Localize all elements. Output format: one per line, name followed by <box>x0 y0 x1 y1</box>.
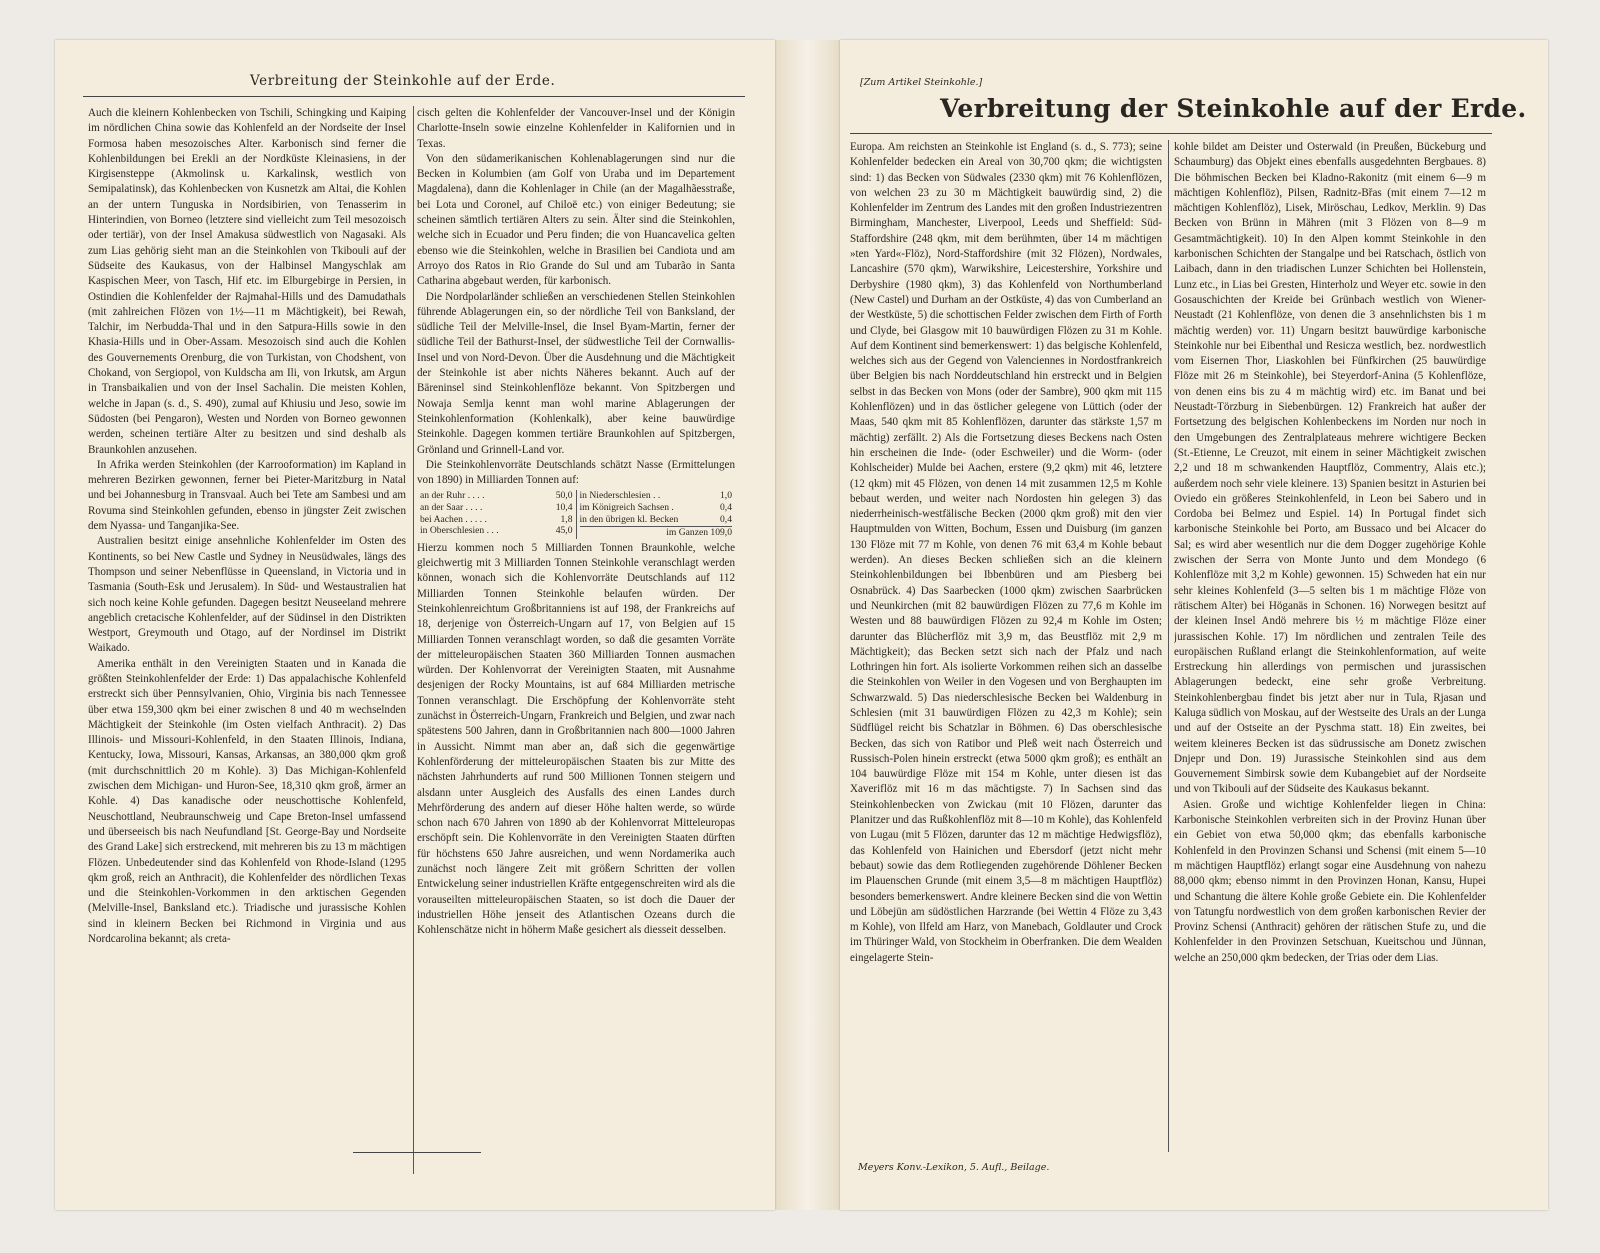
paragraph-amerika: Amerika enthält in den Vereinigten Staaten und in Kanada die größten Steinkohlenfelder der Erde: 1) Das appalachische Kohlenfeld erstreckt sich über Pennsylvanien, Ohio, Virginia bis nach Tennessee über etwa 159,300 qkm bei einer zwischen 8 und 40 m wechselnden Mächtigkeit der Steinkohle (im Osten vielfach Anthracit). 2) Das Illinois- und Missouri-Kohlenfeld, in den Staaten Illinois, Indiana, Kentucky, Iowa, Missouri, Kansas, Arkansas, an 380,000 qkm groß (mit durchschnittlich 20 m Kohle). 3) Das Michigan-Kohlenfeld zwischen dem Michigan- und Huron-See, 18,310 qkm groß, ärmer an Kohle. 4) Das kanadische oder neuschottische Kohlenfeld, Neuschottland, Neubraunschweig und Cape Breton-Insel umfassend und überseeisch bis nach Neufundland [St. George-Bay und Nordseite des Grand Lake] sich erstreckend, mit mehreren bis zu 13 m mächtigen Flözen. Unbedeutender sind das Kohlenfeld von Rhode-Island (1295 qkm groß, reich an Anthracit), die Kohlenfelder des nördlichen Texas und die Steinkohlen-Vorkommen in den arktischen Gegenden (Melville-Insel, Banksland etc.). Triadische und jurassische Kohlen sind in kleinern Becken bei Richmond in Virginia und aus Nordcarolina bekannt; als creta- <box>88 657 406 946</box>
end-rule <box>353 1152 481 1153</box>
left-column-1 <box>88 106 406 1198</box>
column-divider <box>1168 140 1169 1152</box>
left-column-2 <box>417 106 735 1198</box>
table-row: an der Ruhr . . . . 50,0 <box>420 490 573 502</box>
table-row: im Königreich Sachsen . 0,4 <box>579 502 732 514</box>
footer-citation: Meyers Konv.-Lexikon, 5. Aufl., Beilage. <box>858 1162 1050 1173</box>
running-head: Verbreitung der Steinkohle auf der Erde. <box>250 73 556 89</box>
table-row: in den übrigen kl. Becken 0,4 <box>579 513 732 525</box>
coal-reserves-table <box>417 490 735 538</box>
table-row: in Niederschlesien . . 1,0 <box>579 490 732 502</box>
paragraph-asia-continued: Auch die kleinern Kohlenbecken von Tschili, Schingking und Kaiping im nördlichen China sowie das Kohlenfeld an der Nordseite der Insel Formosa haben mesozoisches Alter. Karbonisch sind ferner die Kohlenbildungen bei Erekli an der Nordküste Kleinasiens, in der Kirgisensteppe (Akmolinsk u. Karkalinsk, westlich von Semipalatinsk), das Kohlenbecken von Kusnetzk am Altai, die Kohlen an der untern Tunguska in Nordsibirien, von Tenasserim in Hinterindien, von Borneo (letztere sind vielleicht zum Teil mesozoisch oder tertiär), von der Insel Amakusa südwestlich von Nagasaki. Als zum Lias gehörig sieht man an die Steinkohlen von Tkibouli auf der Südseite des Kaukasus, von der Halbinsel Mangyschlak am Kaspischen Meer, von Tasch, Hif etc. im Elburgebirge in Persien, in Ostindien die Kohlenfelder der Rajmahal-Hills und des Damudathals (mit zahlreichen Flözen von 1½—11 m Mächtigkeit), bei Rewah, Talchir, im Nerbudda-Thal und in den Satpura-Hills sowie in den Khasia-Hills und in Ober-Assam. Mesozoisch sind auch die Kohlen des Gouvernements Orenburg, die von Turkistan, von Chodshent, von Chokand, von Sergiopol, von Kuldscha am Ili, von Irkutsk, am Argun in Transbaikalien und von der Insel Sachalin. Die meisten Kohlen, welche in Japan (s. d., S. 490), zumal auf Khiusiu und Jeso, sowie im Südosten (bei Pengaron), Westen und Norden von Borneo gewonnen werden, scheinen tertiäre Alter zu besitzen und sind deshalb als Braunkohlen anzusehen. <box>88 107 406 456</box>
paragraph-australien: Australien besitzt einige ansehnliche Kohlenfelder im Osten des Kontinents, so bei New Castle und Sydney in Neusüdwales, längs des Thompson und seiner Nebenflüsse in Queensland, in Victoria und in Tasmania (South-Esk und Jerusalem). In Süd- und Westaustralien hat sich noch keine Kohle gefunden. Dagegen besitzt Neuseeland mehrere angeblich cretacische Kohlenfelder, auf der Südinsel in den Distrikten Westport, Greymouth und Otago, auf der Nordinsel im Distrikt Waikado. <box>88 535 406 655</box>
paragraph-nordpolarlaender: Die Nordpolarländer schließen an verschiedenen Stellen Steinkohlen führende Ablagerungen ein, so der nördliche Teil von Banksland, der südliche Teil der Melville-Insel, die Insel Byam-Martin, ferner der südliche Teil der Bathurst-Insel, der südwestliche Teil der Cornwallis-Insel und von Nord-Devon. Über die Ausdehnung und die Mächtigkeit der Steinkohle ist aber nichts Näheres bekannt. Auch auf der Bäreninsel sind Steinkohlenflöze bekannt. Von Spitzbergen und Nowaja Semlja kennt man wohl marine Ablagerungen der Steinkohlenformation (Kohlenkalk), aber keine bauwürdige Steinkohle. Dagegen kommen tertiäre Braunkohlen auf Spitzbergen, Grönland und Grinnell-Land vor. <box>417 290 735 456</box>
page-title: Verbreitung der Steinkohle auf der Erde. <box>940 94 1527 123</box>
right-column-2 <box>1174 140 1486 1204</box>
right-page <box>840 40 1548 1210</box>
paragraph-cretaceous: cisch gelten die Kohlenfelder der Vancouver-Insel und der Königin Charlotte-Inseln sowie einzelne Kohlenfelder in Kalifornien und in Texas. <box>417 107 735 150</box>
table-row: bei Aachen . . . . . 1,8 <box>420 513 573 525</box>
paragraph-afrika: In Afrika werden Steinkohlen (der Karrooformation) im Kapland in mehreren Bezirken gewonnen, ferner bei Pieter-Maritzburg in Natal und bei Johannesburg in Transvaal. Auch bei Tete am Sambesi und am Rovuma sind Steinkohlen gefunden, ebenso in jüngster Zeit zwischen dem Nyassa- und Tanganjika-See. <box>88 458 406 533</box>
paragraph-asien: Asien. Große und wichtige Kohlenfelder liegen in China: Karbonische Steinkohlen verbreiten sich in der Provinz Hunan über ein Gebiet von etwa 50,000 qkm; das ebenfalls karbonische Kohlenfeld in den Provinzen Schansi und Schensi (mit einem 5—10 m mächtigen Hauptflöz) erlangt sogar eine Ausdehnung von nahezu 88,000 qkm; ebenso nimmt in den Provinzen Honan, Kansu, Hupei und Schantung die ältere Kohle große Gebiete ein. Die Kohlenfelder von Tatungfu nordwestlich von dem großen karbonischen Revier der Provinz Schensi (Anthracit) gehören der rätischen Stufe zu, und die Kohlenfelder in den Provinzen Setschuan, Kueitschou und Jünnan, welche an 250,000 qkm bedecken, der Trias oder dem Lias. <box>1174 798 1486 964</box>
paragraph-europa: Europa. Am reichsten an Steinkohle ist England (s. d., S. 773); seine Kohlenfelder bedecken ein Areal von 30,700 qkm; die wichtigsten sind: 1) das Becken von Südwales (2330 qkm) mit 76 Kohlenflözen, von welchen 23 zu 30 m Mächtigkeit bauwürdig sind, 2) die Kohlenfelder im Zentrum des Landes mit den großen Industriezentren Birmingham, Manchester, Liverpool, Leeds und Sheffield: Süd-Staffordshire (248 qkm, mit dem berühmten, über 14 m mächtigen »ten Yard«-Flöz), Nord-Staffordshire (mit 32 Flözen), Nordwales, Lancashire (570 qkm), Warwikshire, Leicestershire, Yorkshire und Derbyshire (1980 qkm), 3) das Kohlenfeld von Northumberland (New Castel) und Durham an der Ostküste, 4) das von Cumberland an der Westküste, 5) die schottischen Felder zwischen dem Firth of Forth und Clyde, bei Glasgow mit 10 bauwürdigen Flözen zu 31 m Kohle. Auf dem Kontinent sind bemerkenswert: 1) das belgische Kohlenfeld, welches sich aus der Gegend von Valenciennes in Nordostfrankreich über Belgien bis nach Norddeutschland hin erstreckt und in Belgien selbst in das Becken von Mons (oder der Sambre), 900 qkm mit 115 Kohlenflözen) und in das östlicher gelegene von Lüttich (oder der Maas, 540 qkm mit 85 Kohlenflözen, darunter das stärkste 1,57 m mächtig) zerfällt. 2) Als die Fortsetzung dieses Beckens nach Osten hin erscheinen die Inde- (oder Eschweiler) und die Worm- (oder Kohlscheider) Mulde bei Aachen, erstere (9,2 qkm) mit 46, letztere (12 qkm) mit 45 Flözen, von denen 14 mit zusammen 12,5 m Kohle bebaut werden, und weiter nach Nordosten hin gelegen 3) das niederrheinisch-westfälische Becken (2000 qkm groß) mit den vier Hauptmulden von Witten, Bochum, Essen und Duisburg (im ganzen 130 Flöze mit 77 m Kohle, von denen 76 mit 63,4 m Kohle bebaut werden). An dieses Becken schließen sich an die kleinern Steinkohlenbildungen bei Ibbenbüren und am Piesberg bei Osnabrück. 4) Das Saarbecken (1000 qkm) zwischen Saarbrücken und Neunkirchen (mit 82 bauwürdigen Flözen zu 77,6 m Kohle im Westen und 88 bauwürdigen Flözen zu 92,4 m Kohle im Osten; darunter das Blücherflöz mit 3,9 m, das Beustflöz mit 2,9 m Mächtigkeit); das Becken setzt sich nach der Pfalz und nach Lothringen hin fort. Als isolierte Vorkommen reihen sich an dasselbe die Steinkohlen von Weiler in den Vogesen und von Berghaupten im Schwarzwald. 5) Das niederschlesische Becken bei Waldenburg in Schlesien (mit 31 bauwürdigen Flözen zu 42,3 m Kohle); sein Südflügel reicht bis Schatzlar in Böhmen. 6) Das oberschlesische Becken, das sich von Ratibor und Pleß weit nach Österreich und Russisch-Polen hinein erstreckt (etwa 5000 qkm groß); es enthält an 104 bauwürdige Flöze mit 154 m Kohle, unter diesen ist das Xaveriflöz mit 16 m das mächtigste. 7) In Sachsen sind das Steinkohlenbecken von Zwickau (mit 10 Flözen, darunter das Planitzer und das Rußkohlenflöz mit 8—10 m Kohle), das Kohlenfeld von Lugau (mit 5 Flözen, darunter das 12 m mächtige Hedwigsflöz), das Kohlenfeld von Hainichen und Ebersdorf (jetzt nicht mehr bebaut) sowie das dem Rotliegenden zugehörende Döhlener Becken im Plauenschen Grunde (mit einem 3,5—8 m mächtigen Hauptflöz) besonders bemerkenswert. Andre kleinere Becken sind die von Wettin und Löbejün am südöstlichen Harzrande (bei Wettin 4 Flöze zu 3,43 m Kohle), von Ilfeld am Harz, von Manebach, Goldlauter und Crock im Thüringer Wald, von Stockheim in Oberfranken. Die dem Wealden eingelagerte Stein- <box>850 141 1162 964</box>
title-rule <box>850 133 1492 134</box>
column-divider <box>413 106 414 1174</box>
header-rule <box>83 96 745 97</box>
paragraph-suedamerika: Von den südamerikanischen Kohlenablagerungen sind nur die Becken in Kolumbien (am Golf von Uraba und im Departement Magdalena), dann die Kohlenlager in Chile (an der Magalhãesstraße, bei Lota und Coronel, auf Chiloë etc.) von einiger Bedeutung; sie scheinen sämtlich tertiären Alters zu sein. Älter sind die Steinkohlen, welche sich in Ecuador und Peru finden; die von Huancavelica gelten ebenso wie die Steinkohlen, welche in Brasilien bei Candiota und am Arroyo dos Ratos in Rio Grande do Sul und am Tubarão in Santa Catharina abgebaut werden, für karbonisch. <box>417 152 735 288</box>
table-col-left <box>417 490 576 538</box>
right-column-1 <box>850 140 1162 1156</box>
left-page <box>55 40 775 1210</box>
table-row: an der Saar . . . . 10,4 <box>420 502 573 514</box>
article-reference: [Zum Artikel Steinkohle.] <box>860 77 983 88</box>
paragraph-europa-continued: kohle bildet am Deister und Osterwald (in Preußen, Bückeburg und Schaumburg) das Objekt eines ebenfalls ausgedehnten Bergbaues. 8) Die böhmischen Becken bei Kladno-Rakonitz (mit einem 6—9 m mächtigen Kohlenflöz), Pilsen, Radnitz-Břas (mit einem 7—12 m mächtigen Kohlenflöz), Lisek, Miröschau, Ledkov, Merklin. 9) Das Becken von Brünn in Mähren (mit 3 Flözen von 8—9 m Gesamtmächtigkeit). 10) In den Alpen kommt Steinkohle in den karbonischen Schichten der Stangalpe und bei Ratschach, östlich von Laibach, dann in den triadischen Lunzer Schichten bei Hollenstein, Lunz etc., in Lias bei Gresten, Hinterholz und Weyer etc. sowie in den Gosauschichten der Kreide bei Grünbach westlich von Wiener-Neustadt (21 Kohlenflöze, von denen die 3 ansehnlichsten bis 1 m mächtig werden) vor. 11) Ungarn besitzt bauwürdige karbonische Steinkohle nur bei Eibenthal und Resicza westlich, bez. nordwestlich vom Eisernen Thor, Liaskohlen bei Fünfkirchen (25 bauwürdige Flöze mit 26 m Steinkohle), bei Steyerdorf-Anina (5 Kohlenflöze, von denen eins bis zu 4 m mächtig wird) etc. im Banat und bei Neustadt-Törzburg in Siebenbürgen. 12) Frankreich hat außer der Fortsetzung des belgischen Kohlenbeckens im Norden nur noch in den Umgebungen des Zentralplateaus mehrere wichtigere Becken (St.-Etienne, Le Creuzot, mit einem in seiner Mächtigkeit zwischen 2,2 und 18 m schwankenden Hauptflöz, Commentry, Alais etc.); außerdem noch sehr viele kleinere. 13) Spanien besitzt in Asturien bei Oviedo ein größeres Steinkohlenfeld, in Leon bei Sabero und in Cordoba bei Belmez und Espiel. 14) In Portugal findet sich karbonische Steinkohle bei Porto, am Bussaco und bei Alcacer do Sal; es wird aber wesentlich nur die dem Dogger zugehörige Kohle zwischen der Serra von Monte Junto und dem Mondego (6 Kohlenflöze mit 3,2 m Kohle) gewonnen. 15) Schweden hat ein nur sehr kleines Kohlenfeld (3—5 selten bis 1 m mächtige Flöze von rätischem Alter) bei Höganäs in Schonen. 16) Norwegen besitzt auf der kleinen Insel Andö mehrere bis ½ m mächtige Flöze einer jurassischen Kohle. 17) Im nördlichen und zentralen Teile des europäischen Rußland erlangt die Steinkohlenformation, auf weite Erstreckung hin allerdings von permischen und jurassischen Ablagerungen bedeckt, eine sehr große Verbreitung. Steinkohlenbergbau findet bis jetzt aber nur in Tula, Rjasan und Kaluga südlich von Moskau, auf der Westseite des Urals an der Lunga und auf der Ostseite an der Pyschma statt. 18) Ein zweites, bei weitem kleineres Becken ist das südrussische am Donetz zwischen Dnjepr und Don. 19) Jurassische Steinkohlen sind aus dem Gouvernement Simbirsk sowie dem Kubangebiet auf der Nordseite und von Tkibouli auf der Südseite des Kaukasus bekannt. <box>1174 141 1486 796</box>
paragraph-vorraete-welt: Hierzu kommen noch 5 Milliarden Tonnen Braunkohle, welche gleichwertig mit 3 Milliarden Tonnen Steinkohle veranschlagt werden können, wonach sich die Kohlenvorräte Deutschlands auf 112 Milliarden Tonnen Steinkohle belaufen würden. Der Steinkohlenreichtum Großbritanniens ist auf 198, der Frankreichs auf 18, derjenige von Österreich-Ungarn auf 17, von Belgien auf 15 Milliarden Tonnen veranschlagt worden, so daß die gesamten Vorräte der mitteleuropäischen Staaten 360 Milliarden Tonnen ausmachen würden. Der Kohlenvorrat der Vereinigten Staaten, mit Ausnahme desjenigen der Rocky Mountains, ist auf 684 Milliarden metrische Tonnen veranschlagt. Die Erschöpfung der Kohlenvorräte steht zunächst in Österreich-Ungarn, Frankreich und Belgien, und zwar nach spätestens 500 Jahren, dann in Großbritannien nach 800—1000 Jahren in Aussicht. Nimmt man aber an, daß sich die gegenwärtige Kohlenförderung der mitteleuropäischen Staaten bis zur Mitte des nächsten Jahrhunderts auf rund 500 Millionen Tonnen steigern und alsdann unter Ausgleich des Ausfalls des einen Landes durch Mehrförderung des andern auf dieser Höhe halten werde, so würde schon nach 670 Jahren von 1890 ab der Kohlenvorrat Mitteleuropas erschöpft sein. Die Kohlenvorräte in den Vereinigten Staaten dürften für höchstens 650 Jahre ausreichen, und wenn Nordamerika auch zunächst noch längere Zeit mit größern Schritten der vollen Entwickelung seiner industriellen Kräfte entgegenschreiten wird als die vorauseilten mitteleuropäischen Staaten, so ist doch die Dauer der industriellen Höhe jenseit des Atlantischen Ozeans durch die Kohlenschätze nicht in höherm Maße gesichert als diesseit desselben. <box>417 541 735 937</box>
book-gutter <box>775 40 840 1210</box>
paragraph-vorraete-deutschland: Die Steinkohlenvorräte Deutschlands schätzt Nasse (Ermittelungen von 1890) in Milliarden Tonnen auf: <box>417 458 735 487</box>
table-col-right <box>576 490 736 538</box>
table-total: im Ganzen 109,0 <box>580 526 733 539</box>
table-row: in Oberschlesien . . . 45,0 <box>420 525 573 537</box>
